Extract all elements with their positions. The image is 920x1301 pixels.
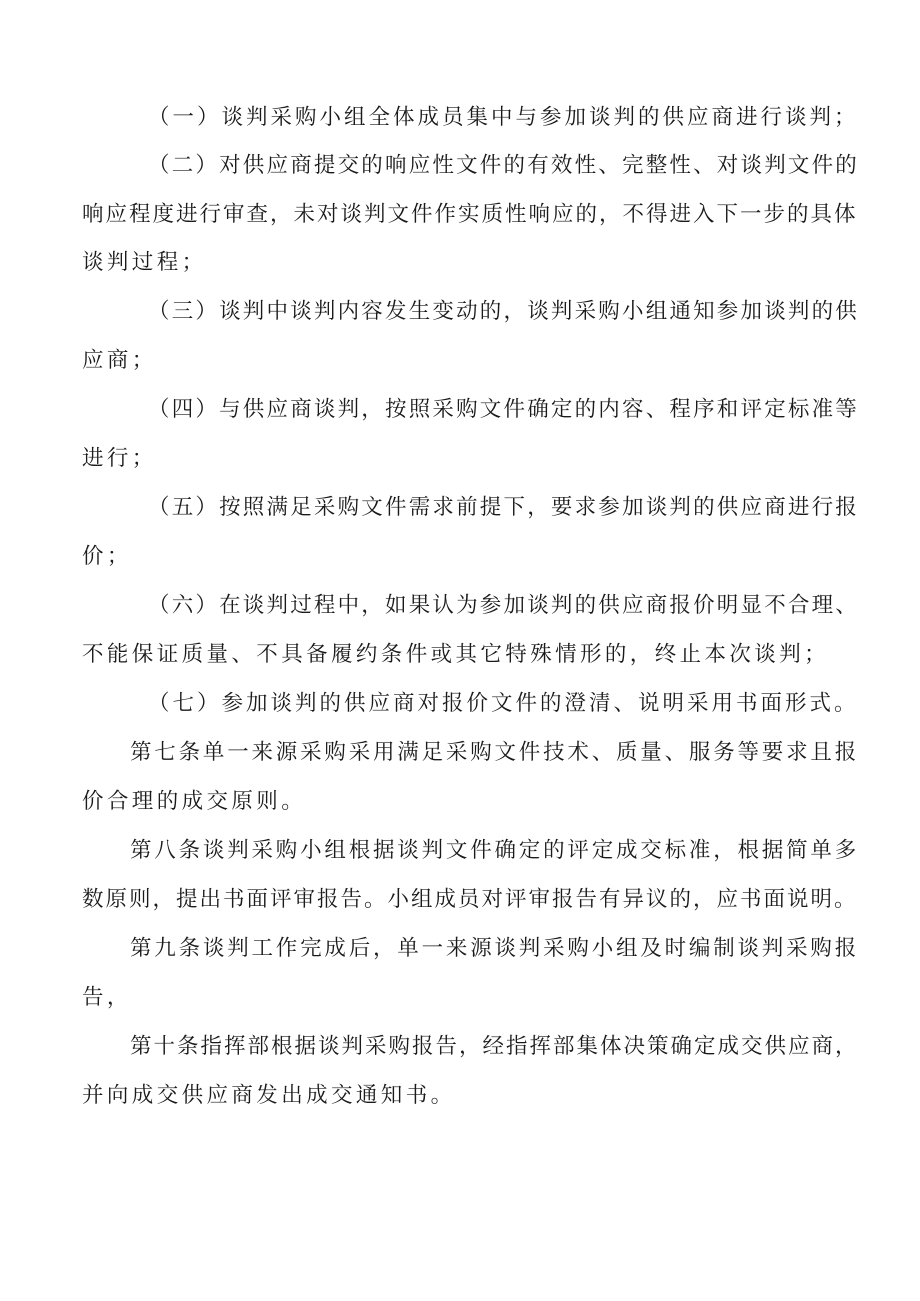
article-9-line-1: 第九条谈判工作完成后，单一来源谈判采购小组及时编制谈判采购报 xyxy=(130,936,860,961)
article-9-line-2: 告， xyxy=(82,985,132,1010)
clause-3-line-2: 应商； xyxy=(82,348,157,373)
clause-5-line-2: 价； xyxy=(82,544,132,569)
clause-6-line-2: 不能保证质量、不具备履约条件或其它特殊情形的，终止本次谈判； xyxy=(82,642,830,667)
clause-2-line-3: 谈判过程； xyxy=(82,250,207,275)
clause-2-line-1: （二）对供应商提交的响应性文件的有效性、完整性、对谈判文件的 xyxy=(148,153,860,178)
clause-7-line-1: （七）参加谈判的供应商对报价文件的澄清、说明采用书面形式。 xyxy=(148,691,859,716)
clause-6-line-1: （六）在谈判过程中，如果认为参加谈判的供应商报价明显不合理、 xyxy=(148,593,860,618)
article-8-line-2: 数原则，提出书面评审报告。小组成员对评审报告有异议的，应书面说明。 xyxy=(82,887,858,912)
article-7-line-2: 价合理的成交原则。 xyxy=(82,789,307,814)
clause-3-line-1: （三）谈判中谈判内容发生变动的，谈判采购小组通知参加谈判的供 xyxy=(148,299,860,324)
article-10-line-2: 并向成交供应商发出成交通知书。 xyxy=(82,1083,456,1108)
article-10-line-1: 第十条指挥部根据谈判采购报告，经指挥部集体决策确定成交供应商， xyxy=(130,1034,859,1059)
clause-4-line-2: 进行； xyxy=(82,446,157,471)
article-7-line-1: 第七条单一来源采购采用满足采购文件技术、质量、服务等要求且报 xyxy=(130,740,860,765)
clause-4-line-1: （四）与供应商谈判，按照采购文件确定的内容、程序和评定标准等 xyxy=(148,397,860,422)
article-8-line-1: 第八条谈判采购小组根据谈判文件确定的评定成交标准，根据简单多 xyxy=(130,838,860,863)
clause-5-line-1: （五）按照满足采购文件需求前提下，要求参加谈判的供应商进行报 xyxy=(148,495,860,520)
clause-2-line-2: 响应程度进行审查，未对谈判文件作实质性响应的，不得进入下一步的具体 xyxy=(82,202,858,227)
clause-1-line-1: （一）谈判采购小组全体成员集中与参加谈判的供应商进行谈判； xyxy=(148,105,859,130)
